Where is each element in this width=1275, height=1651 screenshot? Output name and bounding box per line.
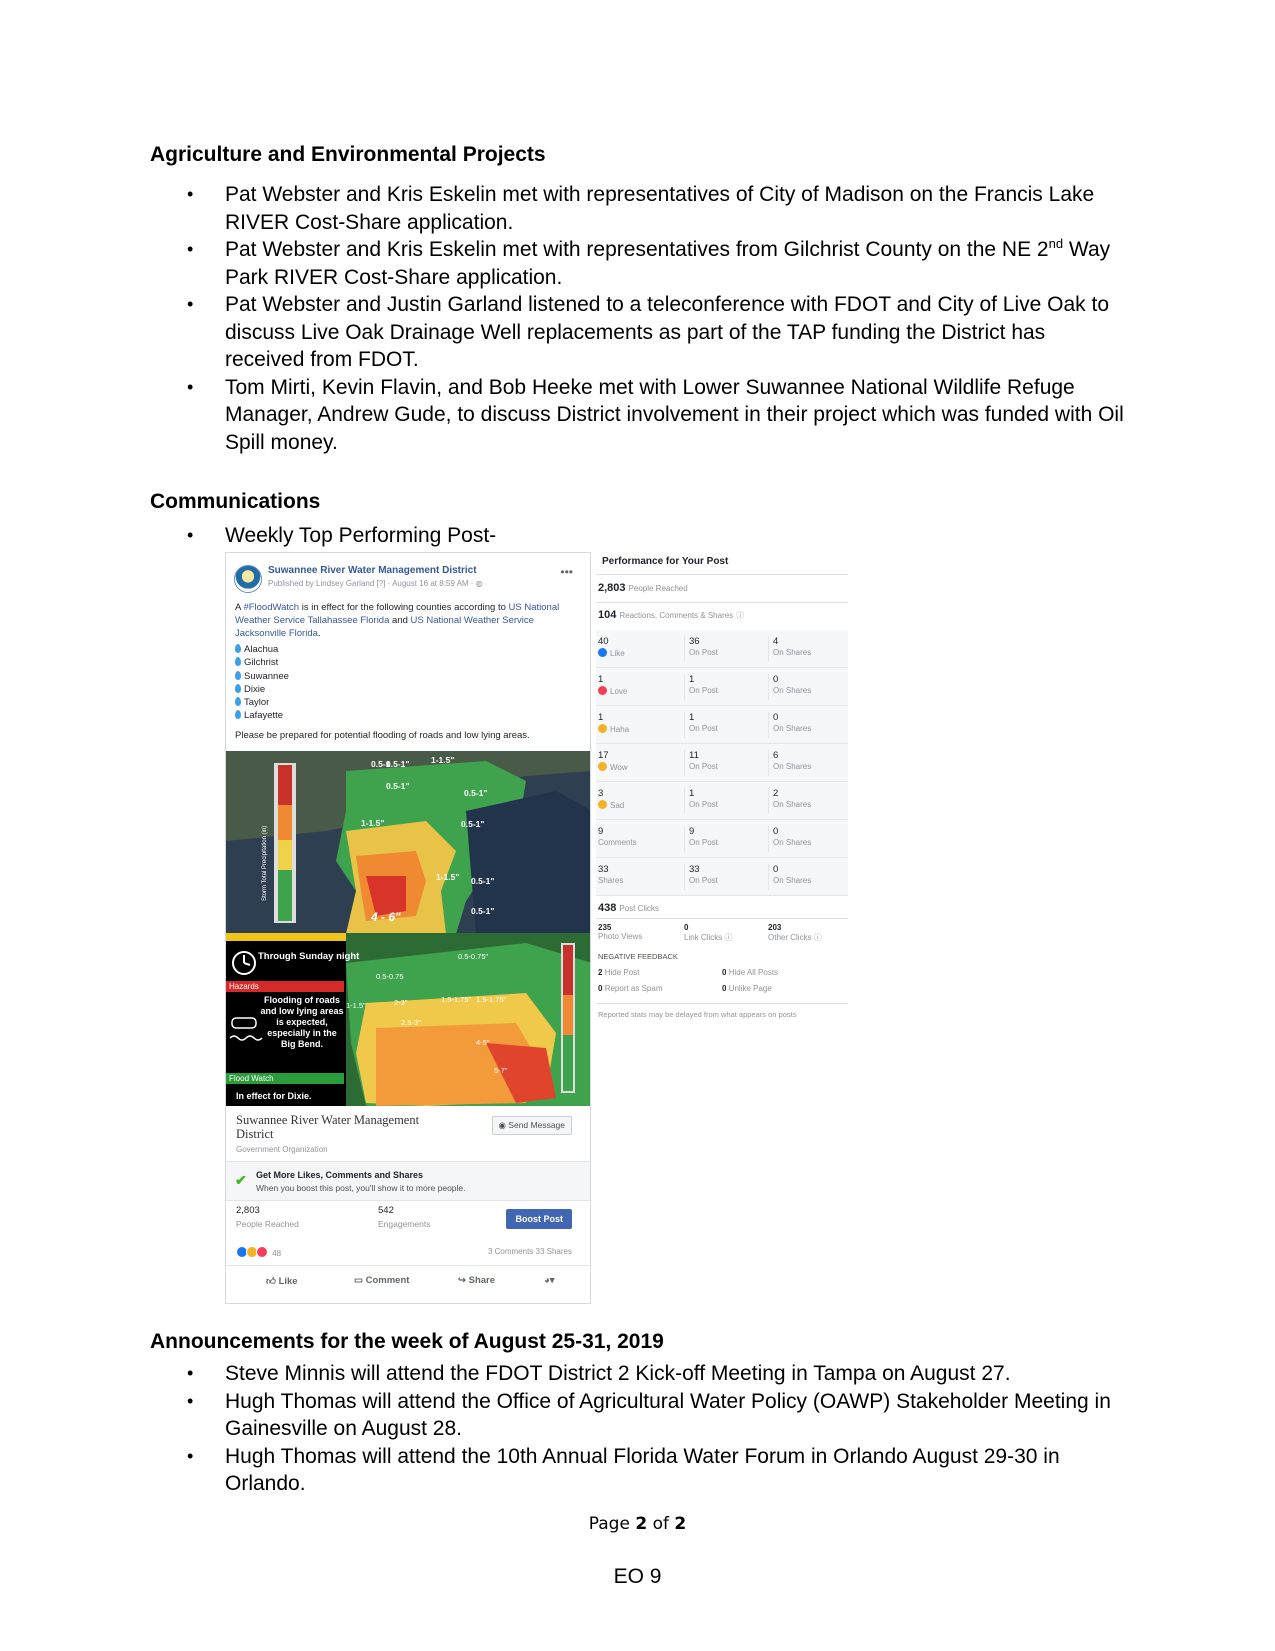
post-header — [234, 563, 579, 593]
post-note: Please be prepared for potential flooding of roads and low lying areas. — [235, 730, 530, 741]
map2-label: 1.5-1.75" — [476, 995, 507, 1004]
map1-label: 1-1.5" — [436, 872, 460, 882]
map1-label: 0.5-1" — [461, 819, 485, 829]
table-row: 17 Wow 11 On Post 6 On Shares — [596, 744, 848, 782]
map2-label: 0.5-0.75" — [458, 952, 489, 961]
report-spam: 0 Report as Spam — [598, 984, 663, 993]
hashtag-link[interactable]: #FloodWatch — [243, 602, 300, 613]
table-row: 1 Love 1 On Post 0 On Shares — [596, 668, 848, 706]
share-button[interactable]: ↪ Share — [458, 1275, 496, 1286]
hide-all-posts: 0 Hide All Posts — [722, 968, 779, 977]
boost-prompt — [226, 1161, 591, 1201]
chevron-down-icon: ▾ — [549, 1275, 555, 1286]
other-clicks: 203 Other Clicks ⓘ — [768, 923, 822, 942]
table-row: 9 Comments 9 On Post 0 On Shares — [596, 820, 848, 858]
map1-label: 0.5-1" — [471, 876, 495, 886]
map1-label: 0.5-1 — [371, 759, 391, 769]
perf-reactions: 104 Reactions, Comments & Shares ⓘ — [598, 609, 745, 621]
list-item: Taylor — [235, 696, 289, 709]
map2-hazards-label: Hazards — [229, 982, 259, 991]
map2-hazard-text: Flooding of roads and low lying areas is expected, especially in the Big Bend. — [260, 995, 344, 1049]
droplet-icon — [235, 697, 241, 706]
perf-footnote: Reported stats may be delayed from what appears on posts — [598, 1010, 797, 1019]
list-item: • Pat Webster and Kris Eskelin met with representatives of City of Madison on the Francis Lake RIVER Cost-Share application. — [187, 183, 1095, 234]
map1-label: 0.5-1" — [386, 781, 410, 791]
checkmark-icon: ✔ — [235, 1172, 247, 1188]
list-item: Suwannee — [235, 670, 289, 683]
post-page-name[interactable]: Suwannee River Water Management District — [268, 565, 477, 576]
post-actions — [226, 1265, 591, 1296]
audience-selector[interactable] — [544, 1275, 555, 1286]
info-icon: ⓘ — [813, 933, 822, 942]
list-item: Dixie — [235, 683, 289, 696]
post-text: A #FloodWatch is in effect for the following counties according to US National Weather Service Tallahassee Florida and US National Weather Service Jacksonville Florida. — [235, 602, 560, 639]
droplet-icon — [235, 710, 241, 719]
love-icon — [598, 686, 607, 695]
map2-floodwatch-label: Flood Watch — [229, 1074, 274, 1083]
list-item: Gilchrist — [235, 656, 289, 669]
page-category: Government Organization — [236, 1145, 328, 1154]
map2-time-label: Through Sunday night — [258, 951, 360, 962]
perf-title: Performance for Your Post — [602, 556, 729, 567]
reached-count: 2,803 — [236, 1205, 260, 1216]
engagements-label: Engagements — [378, 1219, 431, 1229]
droplet-icon — [235, 644, 241, 653]
ann-heading: Announcements for the week of August 25-31, 2019 — [150, 1330, 664, 1353]
map1-label: 4 - 6" — [371, 910, 401, 924]
share-icon: ↪ — [458, 1275, 466, 1286]
map2-label: 0.5-0.75 — [376, 972, 404, 981]
like-button[interactable]: 👍︎ Like — [266, 1276, 298, 1287]
perf-breakdown — [596, 630, 848, 896]
map2-label: 2.5-3" — [401, 1018, 421, 1027]
performance-panel — [596, 552, 848, 1022]
document-code: EO 9 — [613, 1565, 662, 1588]
hide-post: 2 Hide Post — [598, 968, 640, 977]
table-row: 33 Shares 33 On Post 0 On Shares — [596, 858, 848, 896]
county-list — [235, 643, 289, 723]
unlike-page: 0 Unlike Page — [722, 984, 772, 993]
nws-tallahassee-link[interactable]: US National Weather Service Tallahassee Florida — [235, 602, 560, 626]
table-row: 3 Sad 1 On Post 2 On Shares — [596, 782, 848, 820]
nws-jacksonville-link[interactable]: US National Weather Service Jacksonville Florida — [235, 615, 534, 639]
negative-feedback-title: NEGATIVE FEEDBACK — [598, 952, 678, 961]
messenger-icon: ◉ — [498, 1120, 506, 1130]
map2-label: 1.5-1.75" — [441, 995, 472, 1004]
haha-icon — [598, 724, 607, 733]
list-item: • Tom Mirti, Kevin Flavin, and Bob Heeke met with Lower Suwannee National Wildlife Refuge Manager, Andrew Gude, to discuss District involvement in their project which was funded with Oil Spill money. — [187, 375, 1124, 454]
sad-icon — [598, 800, 607, 809]
map1-label: 0.5-1" — [471, 906, 495, 916]
list-item: Lafayette — [235, 709, 289, 722]
list-item: • Weekly Top Performing Post- — [187, 524, 497, 547]
info-icon: ⓘ — [736, 611, 745, 620]
droplet-icon — [235, 657, 241, 666]
ann-list — [150, 1360, 1130, 1498]
boost-title: Get More Likes, Comments and Shares — [256, 1170, 424, 1180]
comm-list — [150, 522, 1130, 550]
droplet-icon — [235, 671, 241, 680]
engagements-count: 542 — [378, 1205, 394, 1216]
reached-label: People Reached — [236, 1219, 299, 1229]
wow-icon — [598, 762, 607, 771]
list-item: • Hugh Thomas will attend the 10th Annual Florida Water Forum in Orlando August 29-30 in Orlando. — [187, 1444, 1060, 1495]
district-logo — [234, 565, 262, 593]
map1-label: 0.5-1" — [386, 759, 410, 769]
precipitation-map[interactable] — [226, 751, 591, 934]
map2-label: 4-5" — [476, 1038, 490, 1047]
perf-reached: 2,803 People Reached — [598, 582, 688, 594]
map1-label: 1-1.5" — [431, 755, 455, 765]
list-item: • Pat Webster and Justin Garland listened to a teleconference with FDOT and City of Live Oak to discuss Live Oak Drainage Well replacements as part of the TAP funding the District has received from FDOT. — [187, 293, 1110, 371]
comments-shares-count[interactable]: 3 Comments 33 Shares — [487, 1247, 572, 1256]
link-clicks: 0 Link Clicks ⓘ — [684, 923, 733, 942]
map1-label: 0.5-1" — [464, 788, 488, 798]
map1-label: 1-1.5" — [361, 818, 385, 828]
like-icon — [598, 648, 607, 657]
info-icon: ⓘ — [724, 933, 733, 942]
map2-label: 2-3" — [394, 998, 408, 1007]
reactions-summary[interactable]: 48 — [236, 1246, 281, 1258]
table-row: 1 Haha 1 On Post 0 On Shares — [596, 706, 848, 744]
hazards-map[interactable] — [226, 933, 591, 1106]
photo-views: 235 Photo Views — [598, 923, 643, 941]
facebook-post — [225, 552, 591, 1304]
send-message-button[interactable]: ◉ Send Message — [492, 1116, 573, 1135]
page-footer-name[interactable]: Suwannee River Water Management District — [236, 1113, 420, 1141]
boost-subtitle: When you boost this post, you'll show it to more people. — [256, 1183, 466, 1193]
boost-post-button[interactable]: Boost Post — [506, 1209, 572, 1229]
droplet-icon — [235, 684, 241, 693]
ag-heading: Agriculture and Environmental Projects — [150, 143, 546, 166]
list-item: Alachua — [235, 643, 289, 656]
more-options-icon[interactable]: ••• — [560, 565, 573, 579]
globe-icon: ◍ — [475, 579, 483, 588]
list-item: • Steve Minnis will attend the FDOT District 2 Kick-off Meeting in Tampa on August 27. — [187, 1362, 1011, 1385]
page-number: Page 2 of 2 — [588, 1514, 687, 1534]
list-item: • Pat Webster and Kris Eskelin met with representatives from Gilchrist County on the NE 2nd Way Park RIVER Cost-Share application. — [187, 236, 1111, 289]
map2-floodwatch-text: In effect for Dixie. — [236, 1091, 312, 1101]
ag-list — [150, 181, 1130, 456]
thumbs-up-icon: 👍︎ — [266, 1276, 276, 1287]
map2-label: 5-7" — [494, 1066, 508, 1075]
comment-button[interactable]: ▭ Comment — [354, 1275, 410, 1286]
map1-axis-label: Storm Total Precipitation (in) — [262, 825, 268, 901]
comment-icon: ▭ — [354, 1275, 363, 1286]
map2-label: 1-1.5" — [346, 1001, 366, 1010]
love-reaction-icon — [256, 1246, 268, 1258]
comm-heading: Communications — [150, 490, 321, 513]
perf-clicks: 438 Post Clicks — [598, 902, 659, 914]
list-item: • Hugh Thomas will attend the Office of Agricultural Water Policy (OAWP) Stakeholder Meeting in Gainesville on August 28. — [187, 1389, 1111, 1440]
avatar-icon: ◕ — [544, 1275, 550, 1286]
table-row: 40 Like 36 On Post 4 On Shares — [596, 630, 848, 668]
post-meta: Published by Lindsey Garland [?] · August 16 at 8:59 AM · ◍ — [268, 579, 483, 588]
